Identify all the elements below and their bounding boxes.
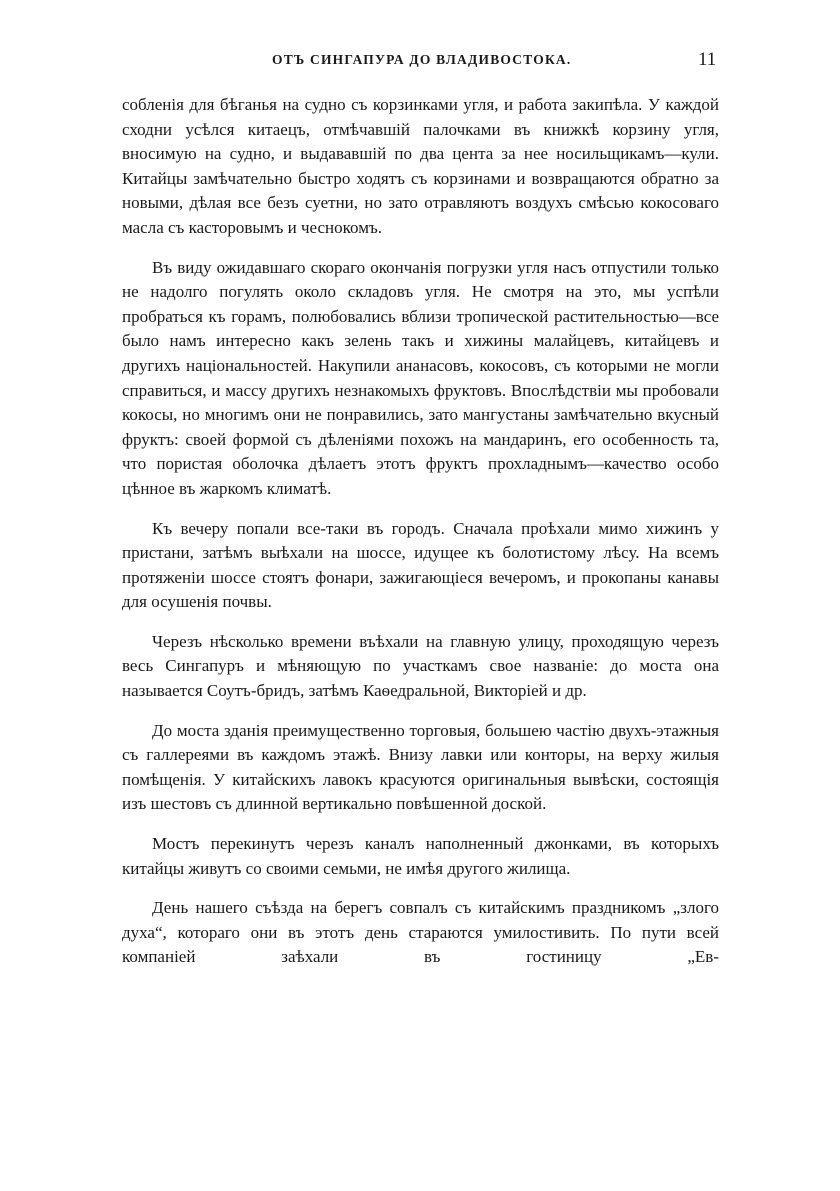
paragraph-main-street: Черезъ нѣсколько времени въѣхали на главную улицу, проходящую черезъ весь Сингапуръ и мѣняющую по участкамъ свое названіе: до моста она называется Соутъ-бридъ, затѣмъ Каѳедральной, Викторіей и др. bbox=[122, 631, 719, 701]
paragraph-bridge: Мостъ перекинутъ черезъ каналъ наполненный джонками, въ которыхъ китайцы живутъ со своими семьми, не имѣя другого жилища. bbox=[122, 834, 719, 878]
paragraph-coaling-excursion: Въ виду ожидавшаго скораго окончанія погрузки угля насъ отпустили только не надолго погулять около складовъ угля. Не смотря на это, мы успѣли пробраться къ горамъ, полюбовались вблизи тропической растительностью—все было намъ интересно какъ зелень такъ и хижины малайцевъ, китайцевъ и другихъ національностей. Накупили ананасовъ, кокосовъ, съ которыми не могли справиться, и массу другихъ незнакомыхъ фруктовъ. Впослѣдствіи мы пробовали кокосы, но многимъ они не понравились, зато мангустаны замѣчательно вкусный фруктъ: своей формой съ дѣленіями похожъ на мандаринъ, его особенность та, что пористая оболочка дѣлаетъ этотъ фруктъ прохладнымъ—качество особо цѣнное въ жаркомъ климатѣ. bbox=[122, 257, 719, 498]
paragraph-buildings: До моста зданія преимущественно торговыя, большею частію двухъ-этажныя съ галлереями въ каждомъ этажѣ. Внизу лавки или конторы, на верху жилыя помѣщенія. У китайскихъ лавокъ красуются оригинальныя вывѣски, состоящія изъ шестовъ съ длинной вертикально повѣшенной доской. bbox=[122, 720, 719, 814]
page-number: 11 bbox=[698, 49, 717, 70]
paragraph-continuation: собленія для бѣганья на судно съ корзинками угля, и работа закипѣла. У каждой сходни усѣлся китаецъ, отмѣчавшій палочками въ книжкѣ корзину угля, вносимую на судно, и выдававшій по два цента за нее носильщикамъ—кули. Китайцы замѣчательно быстро ходятъ съ корзинами и возвращаются обратно за новыми, дѣлая все безъ суетни, но зато отравляютъ воздухъ смѣсью кокосоваго масла съ касторовымъ и чеснокомъ. bbox=[122, 95, 719, 237]
paragraph-evening-town: Къ вечеру попали все-таки въ городъ. Сначала проѣхали мимо хижинъ у пристани, затѣмъ выѣхали на шоссе, идущее къ болотистому лѣсу. На всемъ протяженіи шоссе стоятъ фонари, зажигающіеся вечеромъ, и прокопаны канавы для осушенія почвы. bbox=[122, 518, 719, 612]
running-title: ОТЪ СИНГАПУРА ДО ВЛАДИВОСТОКА. bbox=[272, 52, 572, 67]
paragraph-festival: День нашего съѣзда на берегъ совпалъ съ китайскимъ праздникомъ „злого духа“, котораго они въ этотъ день стараются умилостивить. По пути всей компаніей заѣхали въ гостиницу „Ев- bbox=[122, 898, 719, 967]
body-text bbox=[122, 93, 719, 985]
running-head bbox=[0, 49, 840, 76]
